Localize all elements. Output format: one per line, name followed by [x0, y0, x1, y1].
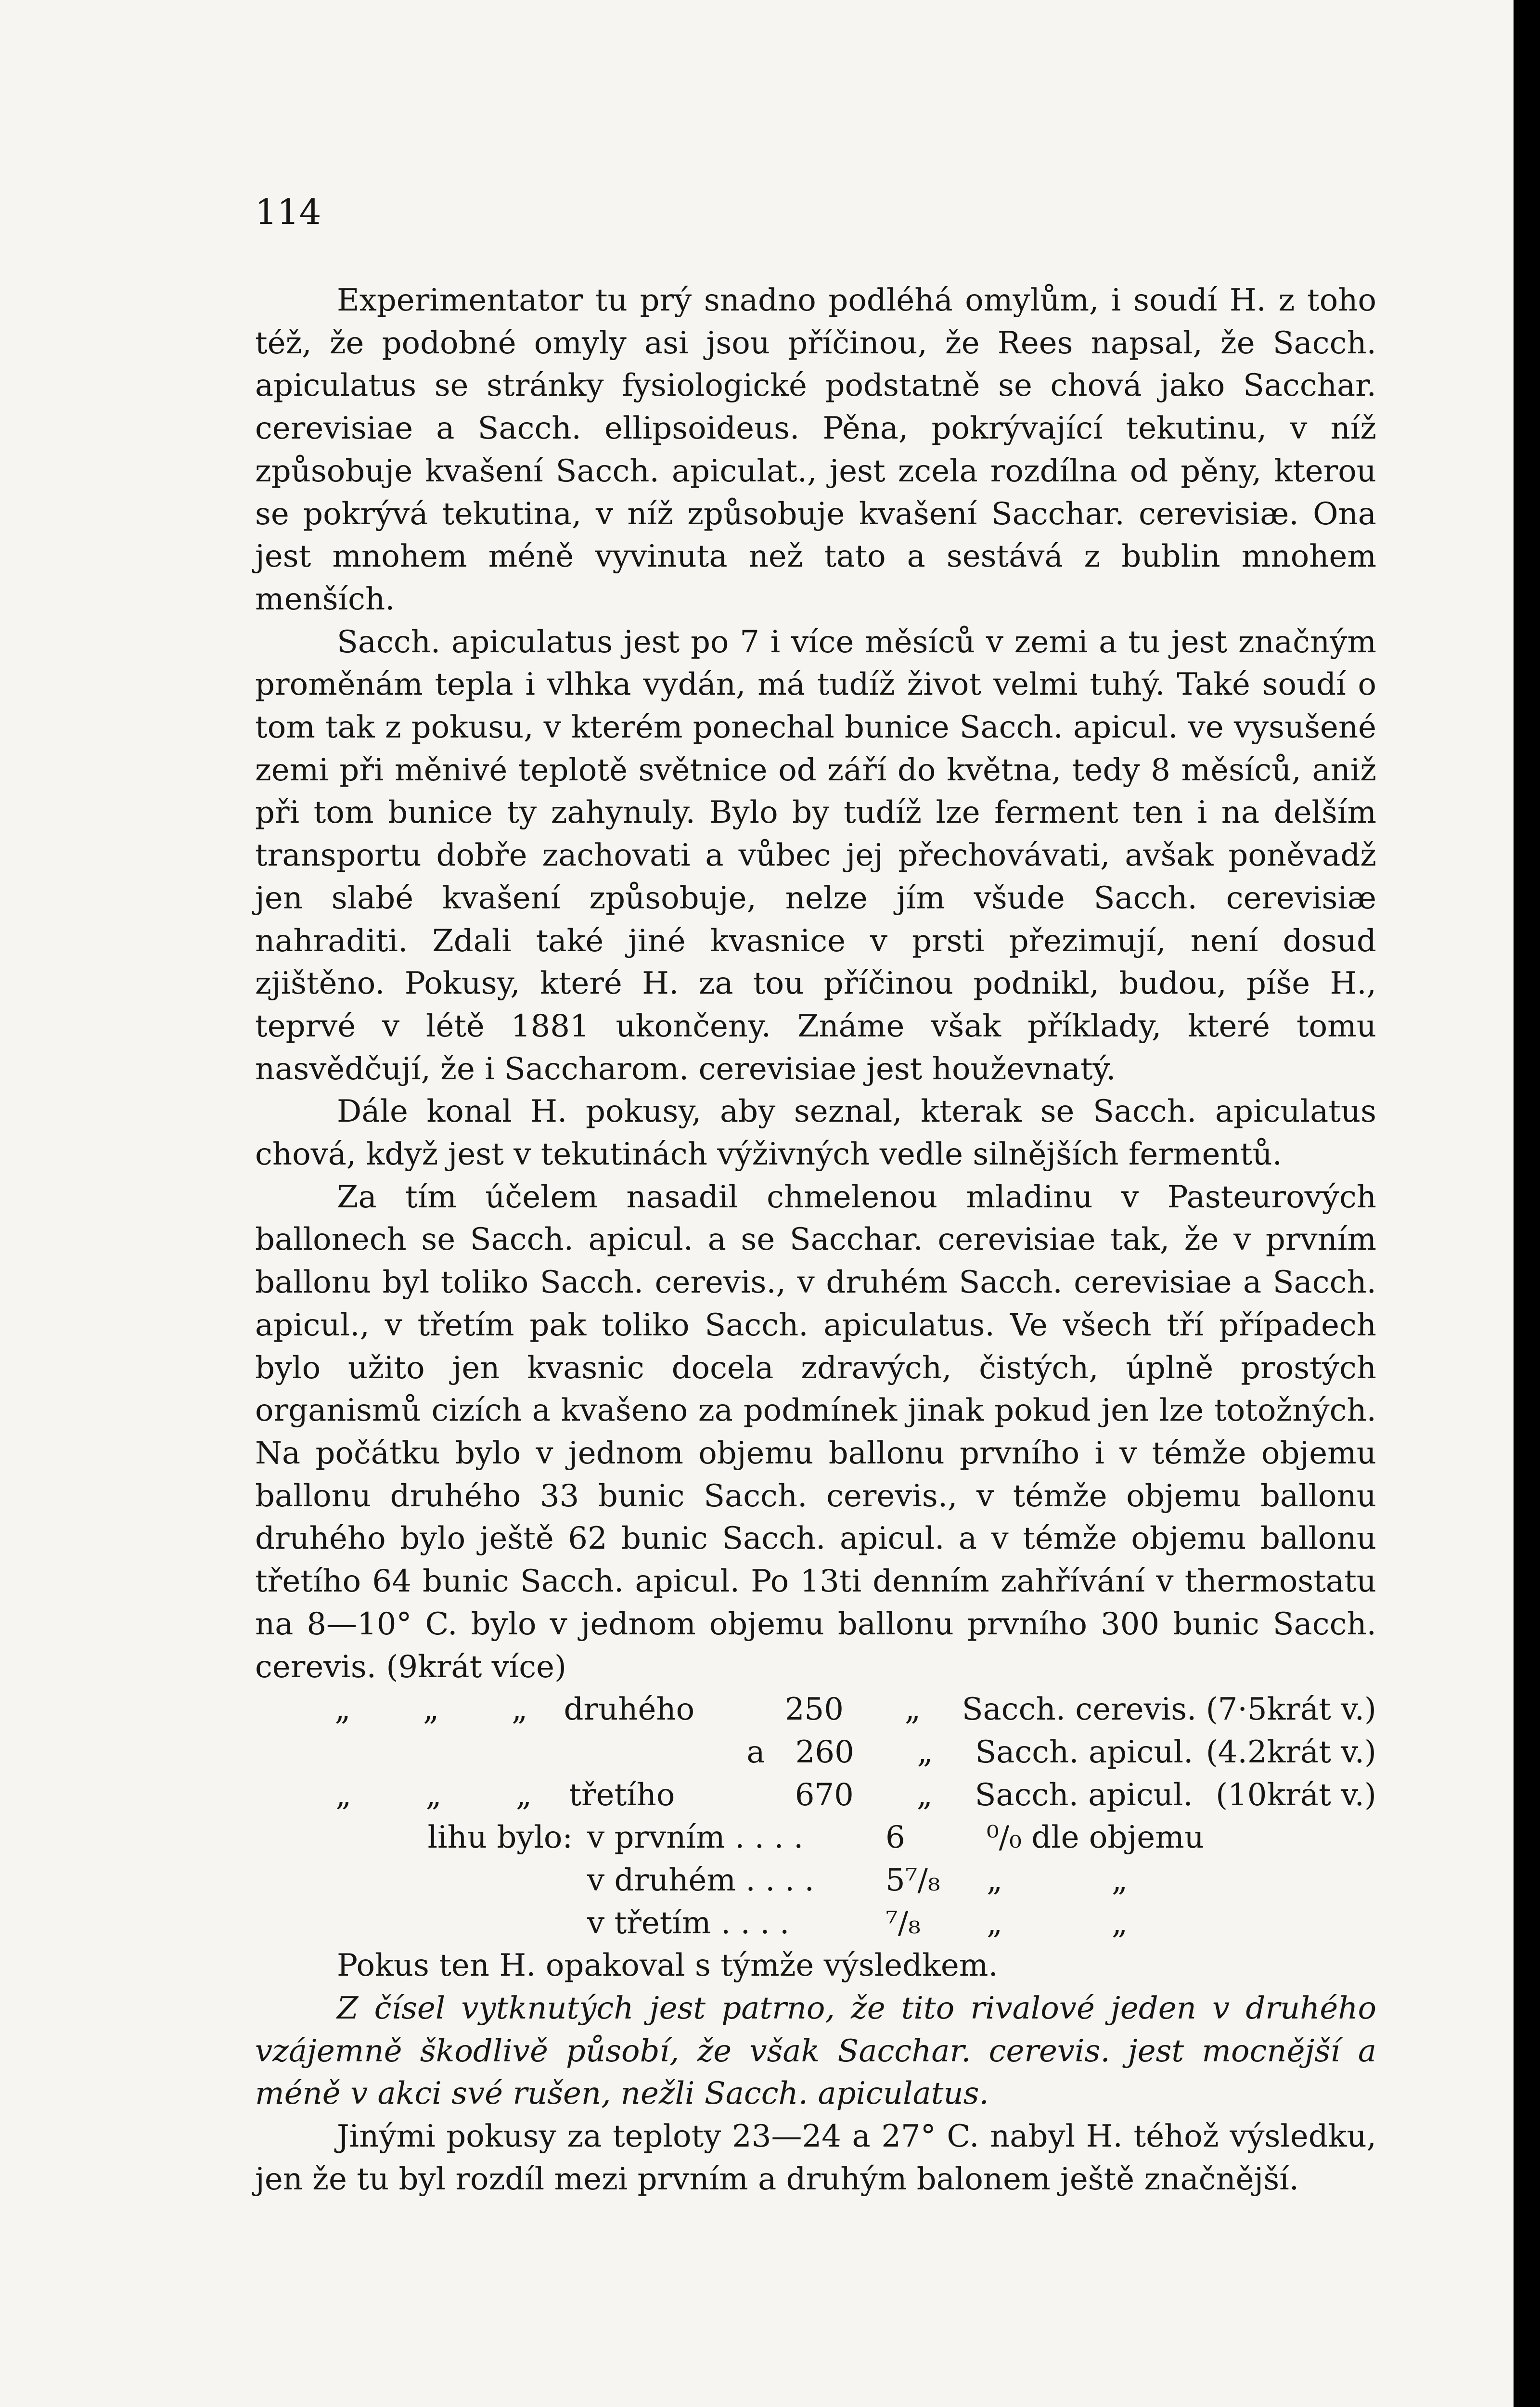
paragraph-1: Experimentator tu prý snadno podléhá omylům, i soudí H. z toho též, že podobné omyly asi jsou příčinou, že Rees napsal, že Sacch. apiculatus se stránky fysiologické podstatně se chová jako Sacchar. cerevisiae a Sacch. ellipsoideus. Pěna, pokrývající tekutinu, v níž způsobuje kvašení Sacch. apiculat., jest zcela rozdílna od pěny, kterou se pokrývá tekutina, v níž způsobuje kvašení Sacchar. cerevisiæ. Ona jest mnohem méně vyvinuta než tato a sestává z bublin mnohem menších.	[255, 283, 1376, 617]
results-factor: (10krát v.)	[1216, 1777, 1376, 1813]
results-factor: (4.2krát v.)	[1206, 1734, 1376, 1770]
results-organism: Sacch. apicul.	[975, 1777, 1193, 1813]
results-organism: Sacch. cerevis.	[962, 1692, 1197, 1728]
alcohol-row: v druhém . . . . 5⁷/₈ „ „	[587, 1862, 1128, 1898]
results-count: 260	[795, 1734, 854, 1770]
alcohol-label: lihu bylo:	[427, 1820, 573, 1856]
body-text	[255, 279, 1376, 2201]
paragraph-2: Sacch. apiculatus jest po 7 i více měsíců v zemi a tu jest značným proměnám tepla i vlhka vydán, má tudíž život velmi tuhý. Také soudí o tom tak z pokusu, v kterém ponechal bunice Sacch. apicul. ve vysušené zemi při měnivé teplotě světnice od září do května, tedy 8 měsíců, aniž při tom bunice ty zahynuly. Bylo by tudíž lze ferment ten i na delším transportu dobře zachovati a vůbec jej přechovávati, avšak poněvadž jen slabé kvašení způsobuje, nelze jím všude Sacch. cerevisiæ nahraditi. Zdali také jiné kvasnice v prsti přezimují, není dosud zjištěno. Pokusy, které H. za tou příčinou podnikl, budou, píše H., teprvé v létě 1881 ukončeny. Známe však příklady, které tomu nasvědčují, že i Saccharom. cerevisiae jest houževnatý.	[255, 624, 1376, 1087]
results-row: „ „ „ druhého 250 „ Sacch. cerevis. (7·5krát v.)	[255, 1688, 1376, 1731]
paragraph-4: Za tím účelem nasadil chmelenou mladinu v Pasteurových ballonech se Sacch. apicul. a se Sacchar. cerevisiae tak, že v prvním ballonu byl toliko Sacch. cerevis., v druhém Sacch. cerevisiae a Sacch. apicul., v třetím pak toliko Sacch. apiculatus. Ve všech tří případech bylo užito jen kvasnic docela zdravých, čistých, úplně prostých organismů cizích a kvašeno za podmínek jinak pokud jen lze totožných. Na počátku bylo v jednom objemu ballonu prvního i v témže objemu ballonu druhého 33 bunic Sacch. cerevis., v témže objemu ballonu druhého bylo ještě 62 bunic Sacch. apicul. a v témže objemu ballonu třetího 64 bunic Sacch. apicul. Po 13ti denním zahřívání v thermostatu na 8—10° C. bylo v jednom objemu ballonu prvního 300 bunic Sacch. cerevis. (9krát více)	[255, 1179, 1376, 1685]
alcohol-row: v třetím . . . . ⁷/₈ „ „	[587, 1905, 1128, 1941]
results-table	[255, 1688, 1376, 1816]
results-factor: (7·5krát v.)	[1206, 1692, 1376, 1728]
alcohol-row: lihu bylo: v prvním . . . . 6 ⁰/₀ dle objemu	[255, 1816, 1376, 1859]
results-count: 250	[784, 1692, 844, 1728]
results-organism: Sacch. apicul.	[975, 1734, 1194, 1770]
results-ballon: třetího	[569, 1777, 675, 1813]
alcohol-table	[255, 1816, 1376, 1944]
paragraph-6-italic: Z čísel vytknutých jest patrno, že tito rivalové jeden v druhého vzájemně škodlivě působí, že však Sacchar. cerevis. jest mocnější a méně v akci své rušen, nežli Sacch. apiculatus.	[255, 1991, 1376, 2112]
page-number: 114	[255, 192, 321, 232]
paragraph-7: Jinými pokusy za teploty 23—24 a 27° C. nabyl H. téhož výsledku, jen že tu byl rozdíl mezi prvním a druhým balonem ještě značnější.	[255, 2119, 1376, 2197]
results-ballon: druhého	[564, 1692, 695, 1728]
results-row: a 260 „ Sacch. apicul. (4.2krát v.)	[255, 1731, 1376, 1774]
results-row: „ „ „ třetího 670 „ Sacch. apicul. (10krát v.)	[255, 1774, 1376, 1817]
scan-border	[1514, 0, 1540, 2407]
results-count: 670	[795, 1777, 854, 1813]
paragraph-3: Dále konal H. pokusy, aby seznal, kterak se Sacch. apiculatus chová, když jest v tekutinách výživných vedle silnějších fermentů.	[255, 1094, 1376, 1173]
paragraph-5: Pokus ten H. opakoval s týmže výsledkem.	[337, 1948, 998, 1984]
results-ballon: a	[746, 1734, 765, 1770]
